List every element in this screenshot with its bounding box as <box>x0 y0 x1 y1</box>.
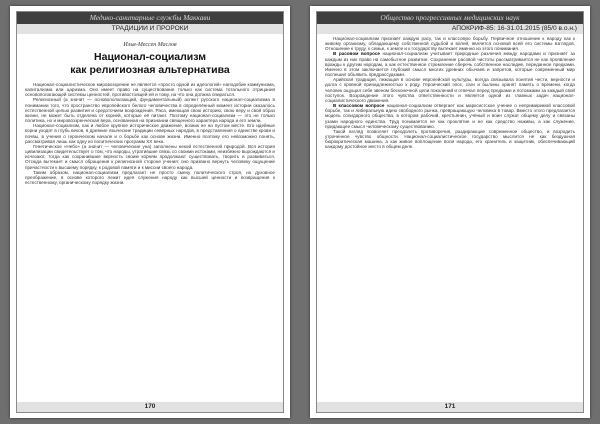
right-issue-label: АПОКРИФ-85: 16-31.01.2015 (85/0 в.о.н.) <box>317 24 583 34</box>
left-running-header: Медико-санитарные службы Маккави <box>17 12 283 24</box>
body-paragraph: Такой взгляд позволяет преодолеть противоречия, раздирающие современное общество, и возродить утраченное чувство общности. Национал-социалистическое государство мыслится не как бездушная бюрократическая машина, а как живое воплощение воли народа, его хранитель и защитник, обеспечивающий каждому достойное место в общем деле. <box>325 128 575 150</box>
body-paragraph: Национал-социализм признаёт каждую расу, так и классовую борьбу. Первичное отношение к народу как к живому организму, обладающему собственной судьбой и волей, является основой всей его системы взглядов. Отношение к труду, к семье, к земле и к государству вытекает именно из этого понимания. <box>325 36 575 52</box>
body-paragraph: Таким образом, национал-социализм предлагает не просто смену политического строя, но духовное преображение, в основе которого лежит идея служения народу как высшей ценности и возвращения к естественному, органическому порядку жизни. <box>25 169 275 185</box>
body-paragraph: Генетическое «Небо» (а значит — человеческие уна) заполнены некой естественной природой. Вся история цивилизации свидетельствует о том, что народы, утратившие связь со своими истоками, неизбежно вырождаются и исчезают, тогда как сохранившие верность своим корням продолжают существовать, творить и развиваться. Отсюда вытекает и смысл обращения к религиозной стороне учения: оно призвано вернуть человеку ощущение причастности к высшему порядку, к родовой памяти и к миссии своего народа. <box>25 143 275 170</box>
body-paragraph: Национал-социалистическое мировоззрение не является «просто одной из идеологий» наподобие коммунизма, капитализма или царизма. Оно имеет право на существование только как система тотального отрицания основополагающей системы ценностей, противостоящей ей и тому, на что она должна опираться. <box>25 82 275 98</box>
left-page-frame <box>16 11 284 413</box>
left-section-label: ТРАДИЦИИ И ПРОРОКИ <box>17 24 283 34</box>
right-running-header: Общество прогрессивных медицинских наук <box>317 12 583 24</box>
body-paragraph: Арийская традиция, лежащая в основе европейской культуры, всегда связывала понятия чести, верности и долга с кровной принадлежностью к роду. Героический эпос, саги и былины хранят память о времени, когда человек ощущал себя звеном бесконечной цепи поколений и отвечал перед предками и потомками за каждый свой поступок. Возрождение этого чувства ответственности и является одной из главных задач национал-социалистического движения. <box>325 77 575 103</box>
article-title <box>23 51 277 76</box>
article-title-line-2: как религиозная альтернатива <box>70 63 230 76</box>
article-author: Илья-Мессен Маслов <box>123 42 177 48</box>
body-paragraph: В классовом вопросе национал-социализм отвергает как марксистское учение о непримиримой классовой борьбе, так и либеральную идею свободного рынка, превращающую человека в товар. Вместо этого предлагается модель солидарного общества, в котором рабочий, крестьянин, учёный и воин служат общему делу и связаны узами народного единства. Труд понимается не как проклятие и не как средство наживы, а как служение, придающее смысл человеческому существованию. <box>325 103 575 129</box>
right-page-number: 171 <box>317 402 583 412</box>
body-paragraph: Национал-социализм, как и любое крупное историческое движение, возник не на пустом месте. Его идейные корни уходят в глубь веков, в древние языческие традиции северных народов, в представления о единстве крови и почвы, в учения о героическом начале и о борьбе как основе жизни. Именно поэтому его невозможно понять, рассматривая лишь как одну из политических программ XX века. <box>25 123 275 144</box>
left-page-number: 170 <box>17 402 283 412</box>
right-body-text <box>325 36 575 400</box>
right-page-frame <box>316 11 584 413</box>
article-title-line-1: Национал-социализм <box>94 51 206 63</box>
body-paragraph: В расовом вопросе национал-социализм учитывает природные различия между народами и признаёт за каждым из них право на самобытное развитие. Сохранение расовой чистоты рассматривается не как проявление вражды к другим народам, а как естественное стремление сберечь собственное наследие, переданное предками. Именно в этом заключается глубокий смысл многих древних обычаев и запретов, которые современный мир поспешил объявить предрассудками. <box>325 51 575 78</box>
right-page <box>310 6 590 418</box>
left-page <box>10 6 290 418</box>
body-paragraph: Религиозный (а значит — основополагающий, фундаментальный) аспект русского национал-социализма в понимании того, что пространство европейского белого человечества в определённый момент истории оказалось естественной целью развития и средоточием возрождения. Раса, имеющая свою историю, свою веру и свой образ жизни, не может быть отделена от корней, которые её питают. Поэтому национал-социализм — это не только политика, но и мировоззренческая вера, основанная на признании священного характера народа и его земли. <box>25 97 275 124</box>
left-body-text <box>25 82 275 400</box>
